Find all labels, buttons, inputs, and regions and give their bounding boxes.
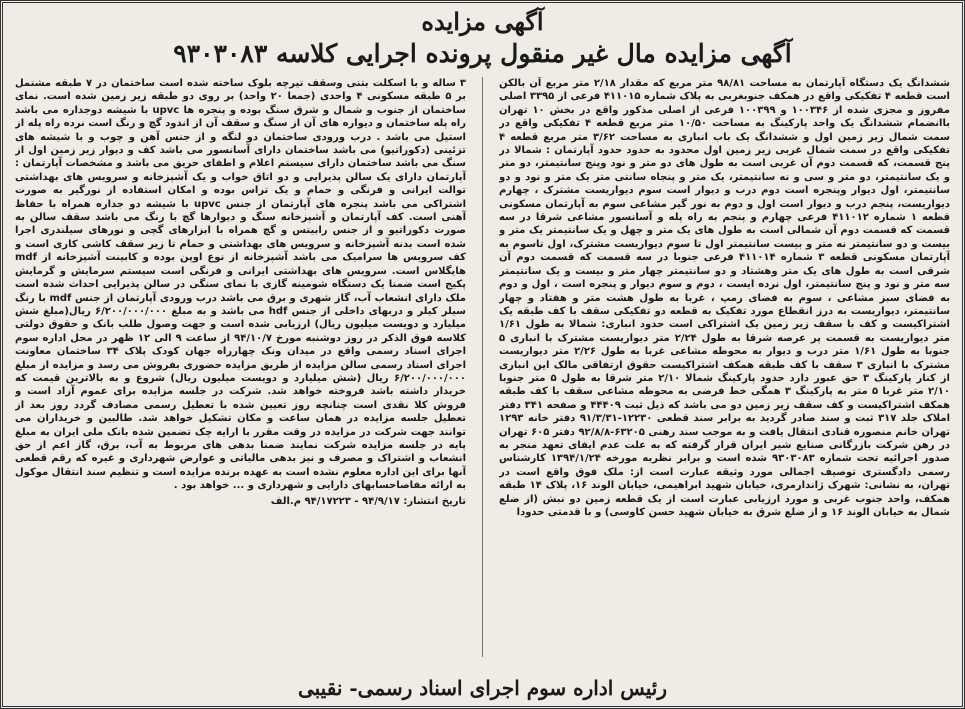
body-columns — [15, 77, 950, 657]
left-column — [15, 77, 466, 657]
right-column-text: ششدانگ یک دستگاه آپارتمان به مساحت ۹۸/۸۱ متر مربع که مقدار ۲/۱۸ متر مربع آن بالکن است قطعه ۴ تفکیکی واقع در همکف جنوبغربی به پلاک شماره ۴۱۱۰۱۵ فرعی از ۳۳۹۵ اصلی مفروز و مجزی شده از ۱۰۰۳۴۶ و ۱۰۰۳۹۹ فرعی از اصلی مذکور واقع در بخش ۱۰ تهران باانضمام ششدانگ یک واحد پارکینگ به مساحت ۱۰/۵۰ متر مربع قطعه ۴ تفکیکی واقع در سمت شمال زیر زمین اول و ششدانگ یک باب انباری به مساحت ۳/۶۲ متر مربع قطعه ۴ تفکیکی واقع در سمت شمال غربی زیر زمین اول محدود به حدود حدود آپارتمان : شمالا در پنج قسمت، که قسمت دوم آن غربی است به طول های دو متر و نود وپنج سانتیمتر، دو متر و یک سانتیمتر، دو متر و سی و نه سانتیمتر، یک متر و پنجاه سانتی متر یک متر و نود و دو سانتیمتر، اول دیوار وپنجره است دوم درب و دیوار است سوم دیواریست مشترک ، چهارم دیواریست، پنجم درب و دیوار است اول و دوم به نور گیر مشاعی سوم به آپارتمان مسکونی قطعه ۱ شماره ۴۱۱۰۱۲ فرعی چهارم و پنجم به راه پله و آسانسور مشاعی شرقا در سه قسمت که قسمت دوم آن شمالی است به طول های یک متر و چهل و یک سانتیمتر یک متر و بیست و دو سانتیمتر نه متر و بیست سانتیمتر اول تا سوم دیواریست مشترک، اول تاسوم به آپارتمان مسکونی قطعه ۳ شماره ۴۱۱۰۱۴ فرعی جنوبا در سه قسمت که قسمت دوم آن شرقی است به طول های یک متر وهشتاد و دو سانتیمتر چهار متر و بیست و یک سانتیمتر سه متر و نود و پنج سانتیمتر، اول نرده ایست ، دوم و سوم دیوار و پنجره است ، اول و دوم به فضای سبز مشاعی ، سوم به فضای رمپ ، غربا به طول هشت متر و هفتاد و چهار سانتیمتر، دیواریست به درز انقطاع مورد تفکیک به قطعه دو تفکیکی سقف با کف طبقه یک اشتراکیست و کف با سقف زیر زمین یک اشتراکی است حدود انباری: شمالا به طول ۱/۶۱ متر دیواریست به قسمت پر عرصه شرقا به طول ۲/۲۴ متر دیواریست مشترک با انباری ۵ جنوبا به طول ۱/۶۱ متر درب و دیوار به محوطه مشاعی غربا به طول ۲/۲۶ متر دیواریست مشترک با انباری ۳ سقف با کف طبقه همکف اشتراکیست حقوق ارتفاقی مالک این انباری از کنار پارکینگ ۳ حق عبور دارد حدود پارکینگ شمالا ۲/۱۰ متر شرقا به طول ۵ متر جنوبا ۲/۱۰ متر غربا ۵ متر به پارکینگ ۳ همگی خط فرضی به محوطه مشاعی سقف با کف طبقه همکف اشتراکیست و کف سقف زیر زمین دو می باشد که ذیل ثبت ۴۴۴۰۹ و صفحه ۳۴۱ دفتر املاک جلد ۳۱۷ ثبت و سند صادر گردید به برابر سند قطعی ۱۲۲۳۰-۹۱/۳/۳۱ دفتر خانه ۱۲۹۳ تهران خانم منصوره قنادی انتقال یافت و به موجب سند رهنی ۶۳۲۰۵-۹۲/۸/۸ دفتر ۶۰۵ تهران در رهن شرکت بازرگانی صنایع شیر ایران قرار گرفته که به علت عدم ایفای تعهد منجر به صدور اجرائیه تحت شماره ۹۳۰۳۰۸۳ شده است و برابر نظریه مورخه ۱۳۹۴/۱/۲۴ کارشناس رسمی دادگستری توصیف اجمالی مورد وثیقه عبارت است از: ملک فوق واقع است در تهران، به نشانی: شهرک ژاندارمری، خیابان شهید ابراهیمی، خیابان الوند ۱۶، پلاک ۱۴ طبقه همکف، واحد جنوب غربی و مورد ارزیابی عبارت است از یک قطعه زمین دو نبش (از ضلع شمال به خیابان الوند ۱۶ و از ضلع شرق به خیابان شهید حسن کاوسی) و با قدمتی حدودا — [499, 78, 950, 518]
notice-subtitle: آگهی مزایده مال غیر منقول پرونده اجرایی کلاسه ۹۳۰۳۰۸۳ — [173, 39, 792, 68]
notice-title: آگهی مزایده — [421, 7, 544, 36]
column-divider — [482, 77, 483, 657]
signature-line: رئیس اداره سوم اجرای اسناد رسمی- نقیبی — [297, 676, 668, 700]
publication-date: تاریخ انتشار: ۹۴/۹/۱۷ - ۹۴/۱۷۲۲۳ م.الف — [270, 495, 466, 507]
right-column — [499, 77, 950, 657]
left-column-text: ۳ ساله و با اسکلت بتنی وسقف تیرچه بلوک ساخته شده است ساختمان در ۷ طبقه مشتمل بر ۵ طبقه مسکونی ۴ واحدی (جمعا ۲۰ واحد) بر روی دو طبقه زیر زمین شده است. نمای ساختمان از جنوب و شمال و شرق سنگ بوده و پنجره ها upvc با شیشه دوجداره می باشد راه پله ساختمان و دیواره های آن از سنگ و سقف آن از اندود گچ و رنگ است نرده راه پله از استیل می باشد . درب ورودی ساختمان دو لنگه و از جنس آهن و چوب و با شیشه های تزئینی (دکوراتیو) می باشد ساختمان دارای آسانسور می باشد کف و دیوار زیر زمین اول از سنگ می باشد ساختمان دارای سیستم اعلام و اطفای حریق می باشد و مشخصات آپارتمان : آپارتمان دارای یک سالن پذیرایی و دو اتاق خواب و یک آشپزخانه و سرویس های بهداشتی توالت ایرانی و فرنگی و حمام و یک تراس بوده و امکان استفاده از نورگیر به صورت اشتراکی می باشد پنجره های آپارتمان از جنس upvc با شیشه دو جداره همراه با حفاظ آهنی است. کف آپارتمان و آشپزخانه سنگ و دیوارها گچ با رنگ می باشد سقف سالن به صورت دکوراتیو و از جنس رابیتس و گچ همراه با ابزارهای گچی و نورهای سیلندری اجرا شده است بدنه آشپزخانه و سرویس های بهداشتی و حمام تا زیر سقف کاشی کاری است و کف سرویس ها سرامیک می باشد آشپزخانه از نوع اوپن بوده و کابینت آشپزخانه از mdf هایگلاس است. سرویس های بهداشتی ایرانی و فرنگی است سیستم سرمایش و گرمایش پکیج است ضمنا یک دستگاه شومینه گازی با نمای سنگی در سالن پذیرایی احداث شده است ملک دارای انشعاب آب، گاز شهری و برق می باشد درب ورودی آپارتمان از جنس mdf با رنگ سیلر کیلر و دربهای داخلی از جنس hdf می باشد و به مبلغ ۶/۲۰۰/۰۰۰/۰۰۰ ریال(مبلغ شش میلیارد و دویست میلیون ریال) ارزیابی شده است و جهت وصول طلب بانک و حقوق دولتی کلاسه فوق الذکر در روز دوشنبه مورخ ۹۴/۱۰/۷ از ساعت ۹ الی ۱۲ ظهر در محل اداره سوم اجرای اسناد رسمی واقع در میدان ونک چهارراه جهان کودک پلاک ۳۴ ساختمان معاونت اجرای اسناد رسمی سالن مزایده از طریق مزایده حضوری بفروش می رسد و مزایده از مبلغ ۶/۲۰۰/۰۰۰/۰۰۰ ریال (شش میلیارد و دویست میلیون ریال) شروع و به بالاترین قیمت که خریدار داشته باشد فروخته خواهد شد. شرکت در جلسه مزایده برای عموم آزاد است و فروش کلا نقدی است چنانچه روز تعیین شده با تعطیل رسمی مصادف گردد روز بعد از تعطیل جلسه مزایده در همان ساعت و مکان تشکیل خواهد شد. طالبین و خریداران می توانند جهت شرکت در مزایده در وقت مقرر با ارایه چک تضمین شده بانک ملی ایران به مبلغ پایه در جلسه مزایده شرکت نمایند ضمنا بدهی های مربوط به آب، برق، گاز اعم از حق انشعاب و اشتراک و مصرف و نیز بدهی مالیاتی و عوارض شهرداری و غیره که رقم قطعی آنها برای این اداره معلوم نشده است به عهده برنده مزایده است و تنظیم سند انتقال موکول به ارائه مفاصاحسابهای دارایی و شهرداری و ... خواهد بود . — [15, 78, 466, 492]
